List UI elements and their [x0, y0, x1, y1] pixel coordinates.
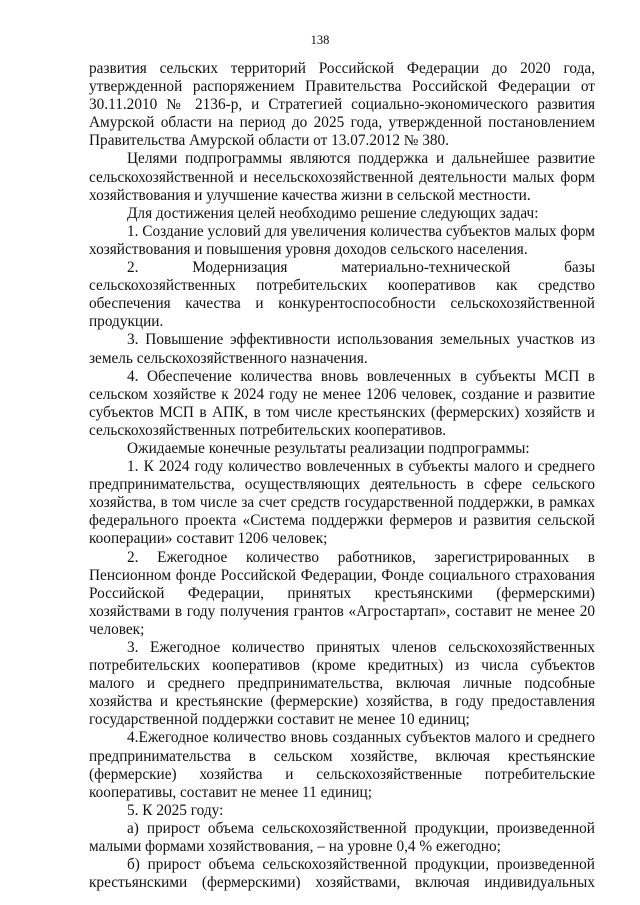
paragraph: 3. Повышение эффективности использования земельных участков из земель сельскохозяйственного назначения. [89, 331, 595, 367]
document-body [89, 60, 595, 892]
paragraph: Целями подпрограммы являются поддержка и дальнейшее развитие сельскохозяйственной и несельскохозяйственной деятельности малых форм хозяйствования и улучшение качества жизни в сельской местности. [89, 150, 595, 204]
paragraph: 3. Ежегодное количество принятых членов сельскохозяйственных потребительских кооперативов (кроме кредитных) из числа субъектов малого и среднего предпринимательства, включая личные подсобные хозяйства и крестьянские (фермерские) хозяйства, в году предоставления государственной поддержки составит не менее 10 единиц; [89, 639, 595, 729]
paragraph: 1. К 2024 году количество вовлеченных в субъекты малого и среднего предпринимательства, осуществляющих деятельность в сфере сельского хозяйства, в том числе за счет средств государственной поддержки, в рамках федерального проекта «Система поддержки фермеров и развития сельской кооперации» составит 1206 человек; [89, 458, 595, 548]
paragraph: 2. Ежегодное количество работников, зарегистрированных в Пенсионном фонде Российской Федерации, Фонде социального страхования Российской Федерации, принятых крестьянскими (фермерскими) хозяйствами в году получения грантов «Агростартап», составит не менее 20 человек; [89, 548, 595, 638]
paragraph: а) прирост объема сельскохозяйственной продукции, произведенной малыми формами хозяйствования, – на уровне 0,4 % ежегодно; [89, 819, 595, 856]
paragraph: 5. К 2025 году: [127, 801, 224, 819]
paragraph: Ожидаемые конечные результаты реализации подпрограммы: [127, 439, 530, 457]
page-number: 138 [310, 33, 330, 47]
paragraph: 2. Модернизация материально-технической базы сельскохозяйственных потребительских кооперативов как средство обеспечения качества и конкурентоспособности сельскохозяйственной продукции. [89, 259, 595, 331]
paragraph: б) прирост объема сельскохозяйственной продукции, произведенной крестьянскими (фермерскими) хозяйствами, включая индивидуальных [89, 856, 595, 892]
paragraph: 1. Создание условий для увеличения количества субъектов малых форм хозяйствования и повышения уровня доходов сельского населения. [89, 222, 595, 258]
paragraph: 4. Обеспечение количества вновь вовлеченных в субъекты МСП в сельском хозяйстве к 2024 году не менее 1206 человек, создание и развитие субъектов МСП в АПК, в том числе крестьянских (фермерских) хозяйств и сельскохозяйственных потребительских кооперативов. [89, 367, 595, 439]
paragraph: развития сельских территорий Российской Федерации до 2020 года, утвержденной распоряжением Правительства Российской Федерации от 30.11.2010 № 2136-р, и Стратегией социально-экономического развития Амурской области на период до 2025 года, утвержденной постановлением Правительства Амурской области от 13.07.2012 № 380. [89, 60, 595, 150]
paragraph: Для достижения целей необходимо решение следующих задач: [127, 204, 539, 222]
paragraph: 4.Ежегодное количество вновь созданных субъектов малого и среднего предпринимательства в сельском хозяйстве, включая крестьянские (фермерские) хозяйства и сельскохозяйственные потребительские кооперативы, составит не менее 11 единиц; [89, 729, 595, 801]
